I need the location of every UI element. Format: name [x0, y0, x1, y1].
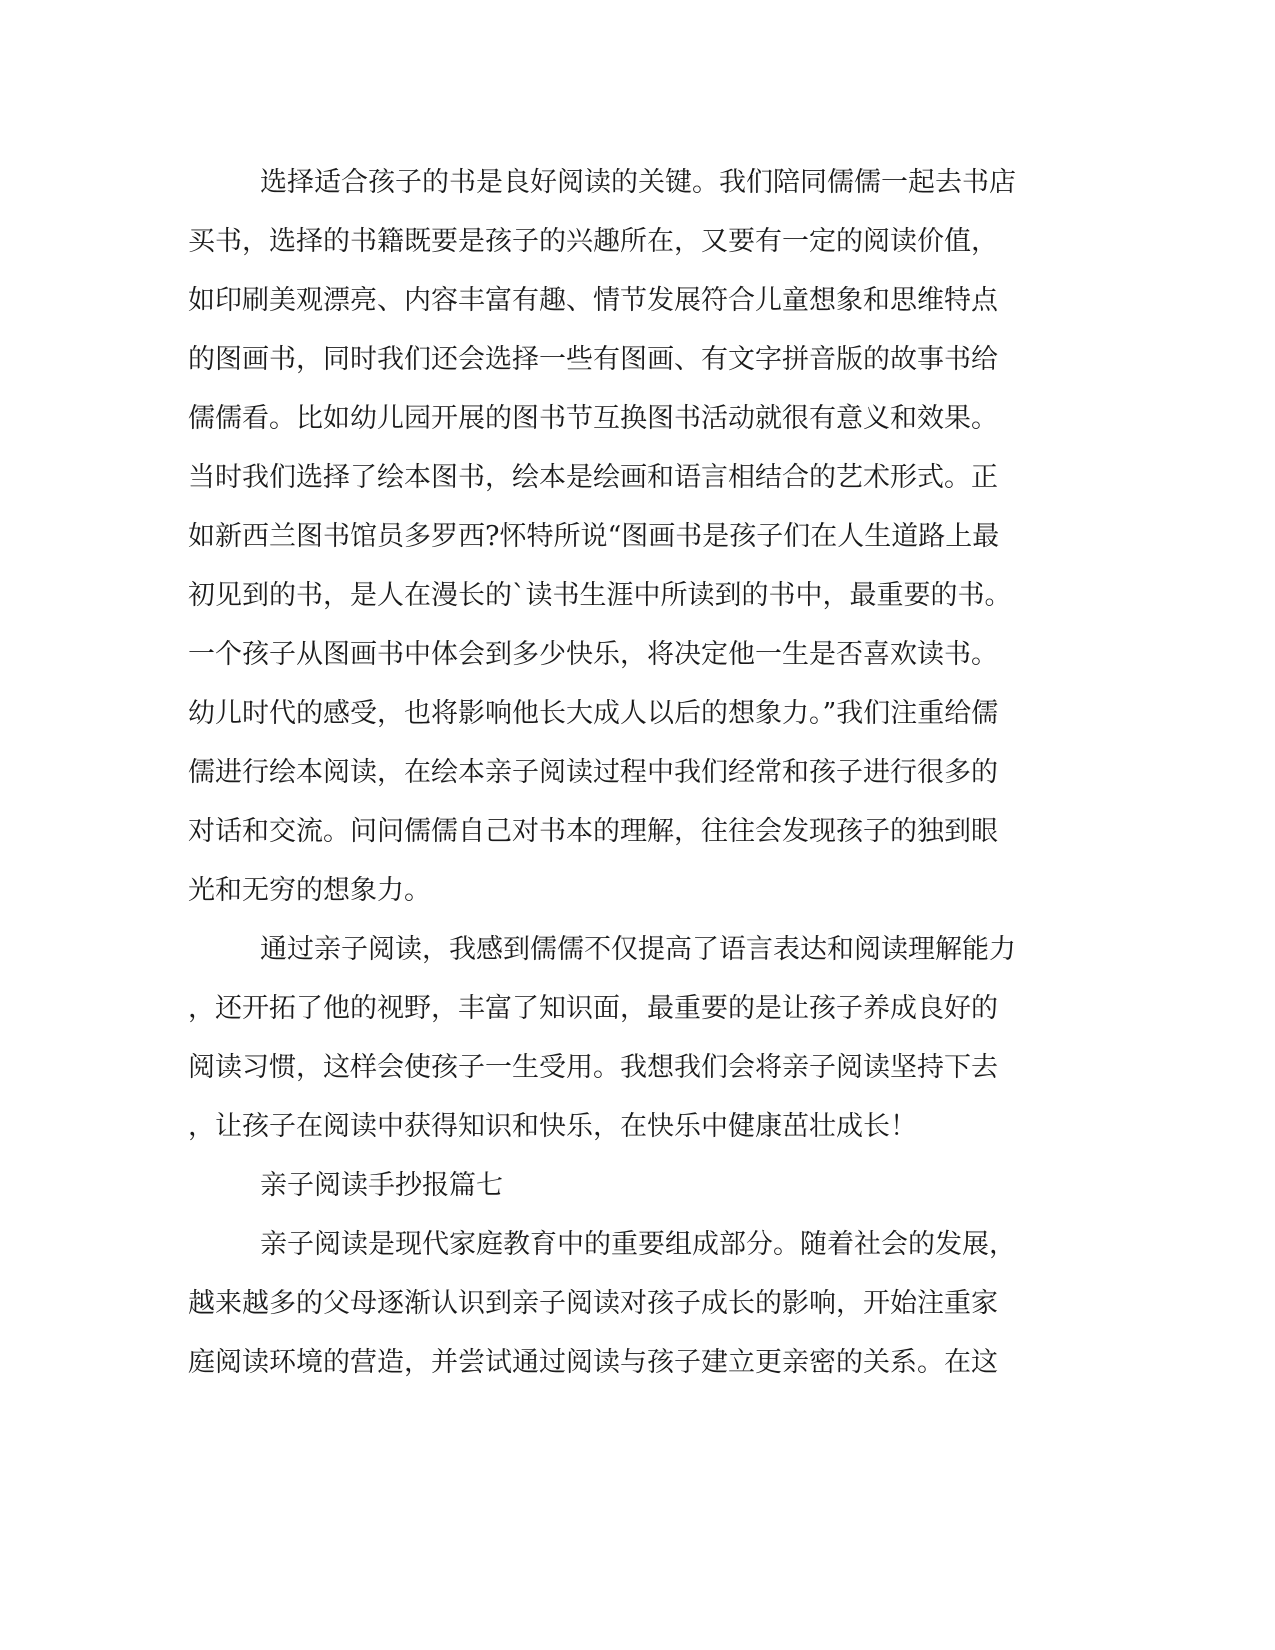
paragraph-line: 的图画书，同时我们还会选择一些有图画、有文字拼音版的故事书给 [188, 344, 998, 375]
paragraph-line: 越来越多的父母逐渐认识到亲子阅读对孩子成长的影响，开始注重家 [188, 1288, 998, 1319]
paragraph-line: 光和无穷的想象力。 [188, 875, 431, 906]
paragraph-line: 一个孩子从图画书中体会到多少快乐，将决定他一生是否喜欢读书。 [188, 639, 998, 670]
paragraph-line: 儒儒看。比如幼儿园开展的图书节互换图书活动就很有意义和效果。 [188, 403, 998, 434]
paragraph-line: 选择适合孩子的书是良好阅读的关键。我们陪同儒儒一起去书店 [260, 167, 1016, 198]
paragraph-line: 通过亲子阅读，我感到儒儒不仅提高了语言表达和阅读理解能力 [260, 934, 1016, 965]
paragraph-line: 如新西兰图书馆员多罗西?怀特所说“图画书是孩子们在人生道路上最 [188, 521, 1000, 552]
paragraph-line: ，让孩子在阅读中获得知识和快乐，在快乐中健康茁壮成长！ [188, 1111, 917, 1142]
paragraph-line: 儒进行绘本阅读，在绘本亲子阅读过程中我们经常和孩子进行很多的 [188, 757, 998, 788]
paragraph-line: ，还开拓了他的视野，丰富了知识面，最重要的是让孩子养成良好的 [188, 993, 998, 1024]
paragraph-line: 阅读习惯，这样会使孩子一生受用。我想我们会将亲子阅读坚持下去 [188, 1052, 998, 1083]
paragraph-line: 亲子阅读是现代家庭教育中的重要组成部分。随着社会的发展， [260, 1229, 1016, 1260]
section-heading: 亲子阅读手抄报篇七 [260, 1170, 503, 1201]
paragraph-line: 如印刷美观漂亮、内容丰富有趣、情节发展符合儿童想象和思维特点 [188, 285, 998, 316]
paragraph-line: 初见到的书，是人在漫长的`读书生涯中所读到的书中，最重要的书。 [188, 580, 1012, 611]
paragraph-line: 庭阅读环境的营造，并尝试通过阅读与孩子建立更亲密的关系。在这 [188, 1347, 998, 1378]
paragraph-line: 买书，选择的书籍既要是孩子的兴趣所在，又要有一定的阅读价值， [188, 226, 998, 257]
paragraph-line: 当时我们选择了绘本图书，绘本是绘画和语言相结合的艺术形式。正 [188, 462, 998, 493]
paragraph-line: 对话和交流。问问儒儒自己对书本的理解，往往会发现孩子的独到眼 [188, 816, 998, 847]
paragraph-line: 幼儿时代的感受，也将影响他长大成人以后的想象力。”我们注重给儒 [188, 698, 999, 729]
